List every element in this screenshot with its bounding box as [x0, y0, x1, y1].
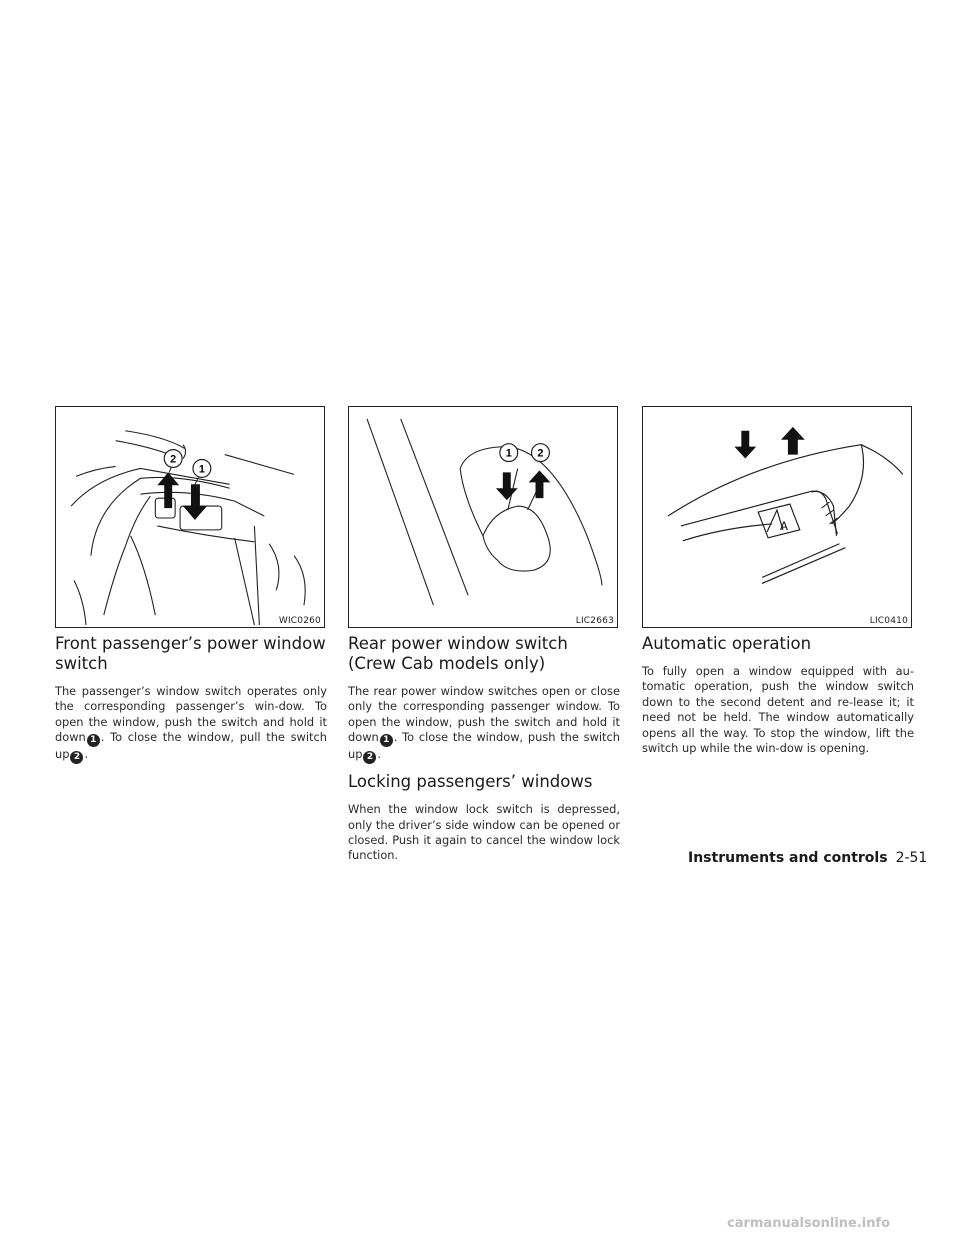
text-segment: .: [377, 747, 382, 762]
text-segment: . To close the window, pull the switch up: [55, 730, 327, 762]
rear-switch-illustration: [349, 407, 617, 627]
section-title-locking: Locking passengers’ windows: [348, 772, 593, 792]
marker-2: 2: [170, 453, 177, 466]
figure-front-passenger-switch: [55, 406, 325, 628]
section-title-rear-window: Rear power window switch (Crew Cab models only): [348, 634, 568, 673]
page-number: 2-51: [895, 850, 928, 866]
figure-code: LIC2663: [575, 616, 614, 626]
paragraph-locking: When the window lock switch is depressed, only the driver’s side window can be opened or closed. Push it again to cancel the window lock function.: [348, 802, 620, 863]
text-segment: The rear power window switches open or close only the corresponding passenger window. To open the window, push the switch and hold it down: [348, 684, 620, 745]
figure-code: LIC0410: [869, 616, 908, 626]
marker-1: 1: [198, 463, 205, 476]
watermark: carmanualsonline.info: [727, 1216, 891, 1231]
marker-2: 2: [537, 447, 544, 460]
paragraph-front-passenger: [55, 684, 327, 764]
automatic-switch-illustration: [643, 407, 911, 627]
front-switch-illustration: [56, 407, 324, 627]
callout-1-icon: 1: [380, 734, 393, 747]
page-footer: [688, 850, 927, 866]
figure-code: WIC0260: [278, 616, 321, 626]
text-segment: . To close the window, push the switch up: [348, 730, 620, 762]
column-automatic: [642, 406, 914, 764]
callout-2-icon: 2: [363, 751, 376, 764]
footer-section-title: Instruments and controls: [688, 850, 888, 866]
column-rear-window: [348, 406, 620, 872]
paragraph-automatic: To fully open a window equipped with au-tomatic operation, push the window switch down to the second detent and re-lease it; it need not be held. The window automatically opens all the way. To stop the window, lift the switch up while the win-dow is opening.: [642, 664, 914, 756]
callout-1-icon: 1: [87, 734, 100, 747]
auto-switch-label: A: [779, 518, 788, 533]
section-title-front-passenger: Front passenger’s power window switch: [55, 634, 326, 673]
text-segment: .: [84, 747, 89, 762]
column-front-passenger: [55, 406, 327, 772]
paragraph-rear-window: [348, 684, 620, 764]
marker-1: 1: [505, 447, 512, 460]
figure-automatic-switch: [642, 406, 912, 628]
figure-rear-window-switch: [348, 406, 618, 628]
text-segment: The passenger’s window switch operates only the corresponding passenger’s win-dow. To open the window, push the switch and hold it down: [55, 684, 327, 745]
callout-2-icon: 2: [70, 751, 83, 764]
section-title-automatic: Automatic operation: [642, 634, 812, 653]
